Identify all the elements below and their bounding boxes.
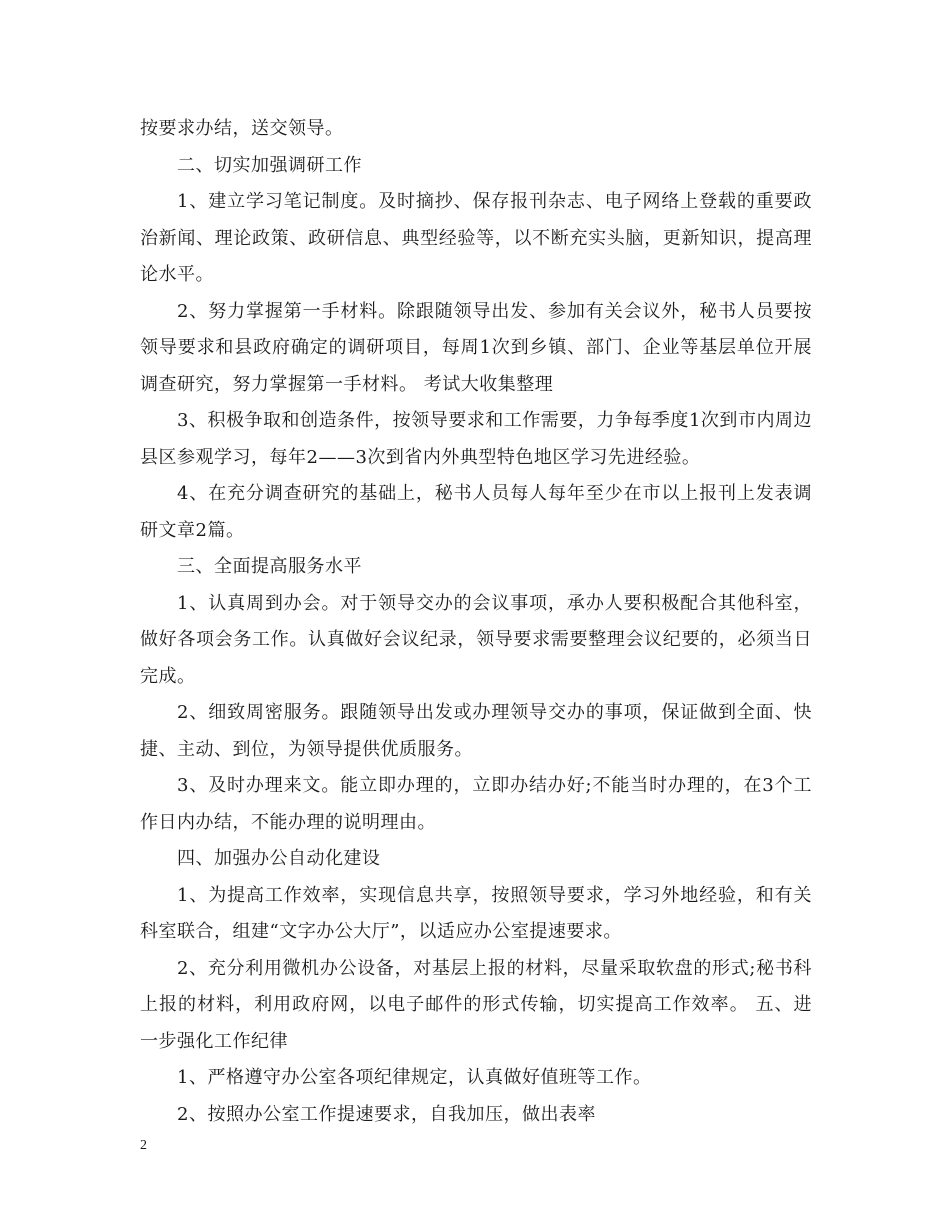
paragraph: 2、努力掌握第一手材料。除跟随领导出发、参加有关会议外，秘书人员要按领导要求和县政府确定的调研项目，每周1次到乡镇、部门、企业等基层单位开展调查研究，努力掌握第一手材料。 考试大收集整理 — [140, 300, 812, 395]
section-heading-3: 三、全面提高服务水平 — [177, 556, 362, 577]
paragraph: 2、细致周密服务。跟随领导出发或办理领导交办的事项，保证做到全面、快捷、主动、到位，为领导提供优质服务。 — [140, 702, 812, 760]
paragraph: 1、建立学习笔记制度。及时摘抄、保存报刊杂志、电子网络上登载的重要政治新闻、理论政策、政研信息、典型经验等，以不断充实头脑，更新知识，提高理论水平。 — [140, 191, 812, 285]
document-body — [140, 111, 812, 1133]
section-heading-2: 二、切实加强调研工作 — [177, 154, 362, 176]
section-heading-4: 四、加强办公自动化建设 — [177, 848, 381, 869]
paragraph: 3、积极争取和创造条件，按领导要求和工作需要，力争每季度1次到市内周边县区参观学习，每年2——3次到省内外典型特色地区学习先进经验。 — [140, 410, 812, 468]
paragraph: 2、充分利用微机办公设备，对基层上报的材料，尽量采取软盘的形式;秘书科上报的材料，利用政府网，以电子邮件的形式传输，切实提高工作效率。 五、进一步强化工作纪律 — [140, 957, 812, 1052]
paragraph: 4、在充分调查研究的基础上，秘书人员每人每年至少在市以上报刊上发表调研文章2篇。 — [140, 483, 812, 541]
paragraph-continuation: 按要求办结，送交领导。 — [140, 118, 344, 139]
paragraph: 2、按照办公室工作提速要求，自我加压，做出表率 — [177, 1103, 596, 1125]
page-number: 2 — [140, 1138, 147, 1153]
paragraph: 1、严格遵守办公室各项纪律规定，认真做好值班等工作。 — [177, 1067, 652, 1088]
paragraph: 1、认真周到办会。对于领导交办的会议事项，承办人要积极配合其他科室，做好各项会务工作。认真做好会议纪录，领导要求需要整理会议纪要的，必须当日完成。 — [140, 592, 812, 687]
paragraph: 3、及时办理来文。能立即办理的，立即办结办好;不能当时办理的，在3个工作日内办结，不能办理的说明理由。 — [140, 775, 812, 833]
paragraph: 1、为提高工作效率，实现信息共享，按照领导要求，学习外地经验，和有关科室联合，组建“文字办公大厅”，以适应办公室提速要求。 — [140, 884, 812, 942]
